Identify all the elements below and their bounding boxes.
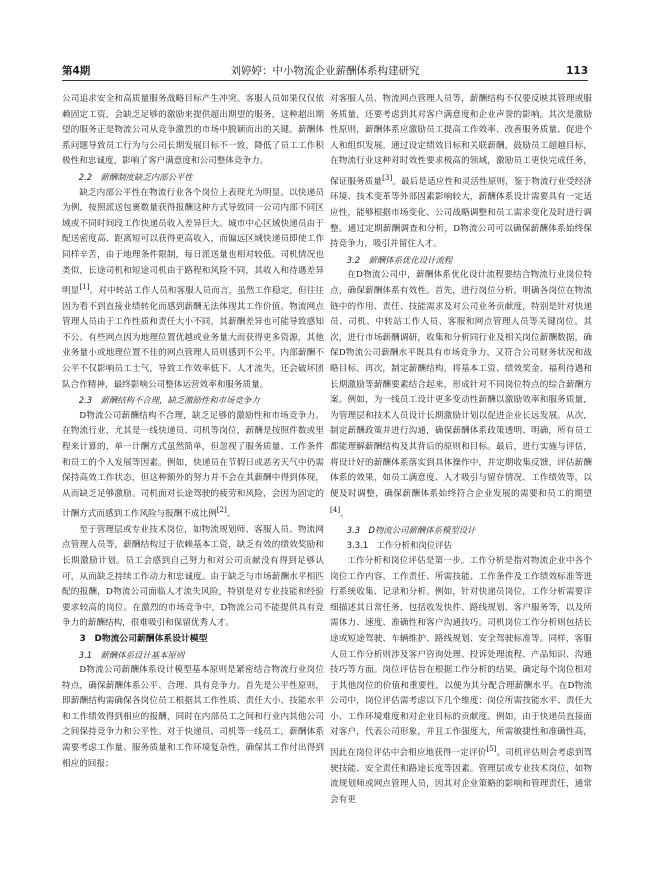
paragraph-text: D物流公司薪酬结构不合理，缺乏足够的激励性和市场竞争力。在物流行业，尤其是一线快递员、司机等岗位，薪酬是按照件数或里程来计算的，单一计酬方式虽然简单，但忽视了服务质量、工作条件和员工的个人发展等因素。例如，快递员在节假日或恶劣天气中仍需保持高效工作状态，但这种额外的努力并不会在其薪酬中得到体现，从而缺乏足够激励。司机面对长途驾驶的疲劳和风险，会因为固定的计酬方式而感到工作风险与报酬不成比例 — [62, 410, 324, 520]
paragraph-text: 缺乏内部公平性在物流行业各个岗位上表现尤为明显。以快递员为例，按照派送包裹数量获得报酬这种方式导致同一公司内部不同区域或不同时间段工作快递员收入差异巨大。城市中心区域快递员由于配送密度高、距离短可以获得更高收入，而偏远区域快递员即使工作同样辛苦，由于地理条件限制，每日派送量也相对较低。司机情况也类似，长途司机和短途司机由于路程和风险不同，其收入和待遇差异明显 — [62, 187, 324, 296]
right-column — [330, 92, 592, 862]
running-title: 刘婷婷：中小物流企业薪酬体系构建研究 — [230, 65, 420, 77]
paragraph-text: 。对中转站工作人员和客服人员而言，虽然工作稳定，但往往因为看不到直接业绩转化而感到薪酬无法体现其工作价值。物流网点管理人员由于工作性质和责任大小不同，其薪酬差异也可能导致感知不公。有些网点因为地理位置优越或业务量大而获得更多资源，其他业务量小或地理位置不佳的网点管理人员则感到不公平。内部薪酬不公平不仅影响员工士气，导致工作效率低下、人才流失，还会破坏团队合作精神，最终影响公司整体运营效率和服务质量。 — [62, 285, 324, 390]
citation: [2] — [216, 505, 227, 515]
section-heading-2-2: 2.2 薪酬制度缺乏内部公平性 — [78, 171, 193, 182]
page-number: 113 — [566, 65, 588, 77]
paragraph — [330, 92, 592, 253]
running-header — [62, 62, 588, 81]
paragraph: 公司追求安全和高质量服务战略目标产生冲突。客服人员如果仅仅依赖固定工资，会缺乏足够的激励来提供超出期望的服务，这种超出期望的服务正是物流公司从竞争激烈的市场中脱颖而出的关键。薪酬体系问题导致员工行为与公司长期发展目标不一致，降低了员工工作积极性和忠诚度，影响了客户满意度和公司整体竞争力。 — [62, 94, 324, 167]
section-heading-3-3-1: 3.3.1 工作分析和岗位评估 — [346, 540, 452, 551]
section-heading-3-3: 3.3 D物流公司薪酬体系模型设计 — [346, 524, 476, 535]
paragraph — [330, 268, 592, 522]
paragraph-text: 。最后是适应性和灵活性原则，鉴于物流行业受经济环境、技术变革等外部因素影响较大，薪酬体系设计需要具有一定适应性，能够根据市场变化、公司战略调整和员工需求变化及时进行调整。通过定期薪酬调查和分析，D物流公司可以确保薪酬体系始终保持竞争力，吸引并留住人才。 — [330, 176, 592, 250]
section-heading-3: 3 D物流公司薪酬体系设计模型 — [79, 633, 208, 644]
left-column — [62, 92, 324, 862]
paragraph: 至于管理层或专业技术岗位，如物流规划师、客服人员、物流网点管理人员等，薪酬结构过于依赖基本工资，缺乏有效的绩效奖励和长期激励计划。员工会感到自己努力和对公司贡献没有得到足够认可，从而缺乏持续工作动力和忠诚度。由于缺乏与市场薪酬水平相匹配的报酬，D物流公司面临人才流失风险，特别是对专业技能和经验要求较高的岗位。在激烈的市场竞争中，D物流公司不能提供具有竞争力的薪酬结构，很难吸引和保留优秀人才。 — [62, 524, 324, 629]
paragraph — [330, 554, 592, 808]
paragraph-text: 对客服人员、物流网点管理人员等，薪酬结构不仅要反映其管理或服务质量，还要考虑到其对客户满意度和企业声誉的影响。其次是激励性原则，薪酬体系应激励员工提高工作效率、改善服务质量、促进个人和组织发展。通过设定绩效目标和关联薪酬，鼓励员工超越目标，在物流行业这种对时效性要求极高的领域，激励员工更快完成任务，保证服务质量 — [330, 94, 592, 187]
citation: [1] — [79, 282, 90, 292]
paragraph-text: 工作分析和岗位评估是第一步。工作分析是指对物流企业中各个岗位工作内容、工作责任、所需技能、工作条件及工作绩效标准等进行系统收集、记录和分析。例如，针对快递员岗位，工作分析需要详细描述其日常任务，包括收发快件、路线规划、客户服务等，以及所需体力、速度、准确性和客户沟通技巧。司机岗位工作分析则包括长途或短途驾驶、车辆维护、路线规划、安全驾驶标准等。同样，客服人员工作分析则涉及客户咨询处理、投诉处理流程、产品知识、沟通技巧等方面。岗位评估旨在根据工作分析的结果，确定每个岗位相对于其他岗位的价值和重要性，以便为其分配合理薪酬水平。在D物流公司中，岗位评估需考虑以下几个维度：岗位所需技能水平、责任大小、工作环境难度和对企业目标的贡献度。例如，由于快递员直接面对客户，代表公司形象，并且工作强度大，所需敏捷性和准确性高，因此在岗位评估中会相应地获得一定评价 — [330, 555, 592, 758]
citation: [4] — [330, 505, 341, 515]
citation: [3] — [382, 172, 393, 182]
paragraph-text: 在D物流公司中，薪酬体系优化设计流程要结合物流行业岗位特点，确保薪酬体系有效性。首先，进行岗位分析，明确各岗位在物流链中的作用、责任、技能需求及对公司业务贡献度，特别是针对快递员、司机、中转站工作人员、客服和网点管理人员等关键岗位。其次，进行市场薪酬调研，收集和分析同行业及相关岗位薪酬数据，确保D物流公司薪酬水平既具有市场竞争力，又符合公司财务状况和战略目标。再次，制定薪酬结构，将基本工资、绩效奖金、福利待遇和长期激励等薪酬要素结合起来，形成针对不同岗位特点的综合薪酬方案。例如，为一线员工设计更多变动性薪酬以激励效率和服务质量，为管理层和技术人员设计长期激励计划以促进企业长远发展。从次，制定薪酬政策并进行沟通，确保薪酬体系政策透明、明确，所有员工都能理解薪酬结构及其背后的原则和目标。最后，进行实施与评估，将设计好的薪酬体系落实到具体操作中，并定期收集反馈，评估薪酬体系的效果，如员工满意度、人才吸引与留存情况、工作绩效等，以便及时调整，确保薪酬体系始终符合企业发展的需要和员工的期望 — [330, 270, 592, 499]
paragraph-text: 。 — [340, 509, 349, 520]
section-heading-2-3: 2.3 薪酬结构不合理，缺乏激励性和市场竞争力 — [78, 395, 260, 406]
issue-number: 第4期 — [62, 65, 91, 77]
section-heading-3-1: 3.1 薪酬体系设计基本原则 — [78, 649, 185, 660]
section-heading-3-2: 3.2 薪酬体系优化设计流程 — [346, 254, 453, 265]
paragraph-text: 。 — [226, 509, 236, 520]
paragraph: D物流公司薪酬体系设计模型基本原则是紧密结合物流行业岗位特点，确保薪酬体系公平、合理、具有竞争力。首先是公平性原则，即薪酬结构需确保各岗位员工根据其工作性质、责任大小、技能水平和工作绩效得到相应的报酬，同时在内部员工之间和行业内其他公司之间保持竞争力和公平性。对于快递员、司机等一线员工，薪酬体系需要考虑工作量、服务质量和工作环境复杂性，确保其工作付出得到相应的回报； — [62, 665, 324, 769]
paragraph — [62, 186, 324, 394]
citation: [5] — [486, 744, 497, 754]
paragraph — [62, 409, 324, 523]
paragraph-text: 。司机评估则会考虑到驾驶技能、安全责任和路途长度等因素。管理层或专业技术岗位，如物流规划师或网点管理人员，因其对企业策略的影响和管理责任，通常会有更 — [330, 747, 592, 805]
